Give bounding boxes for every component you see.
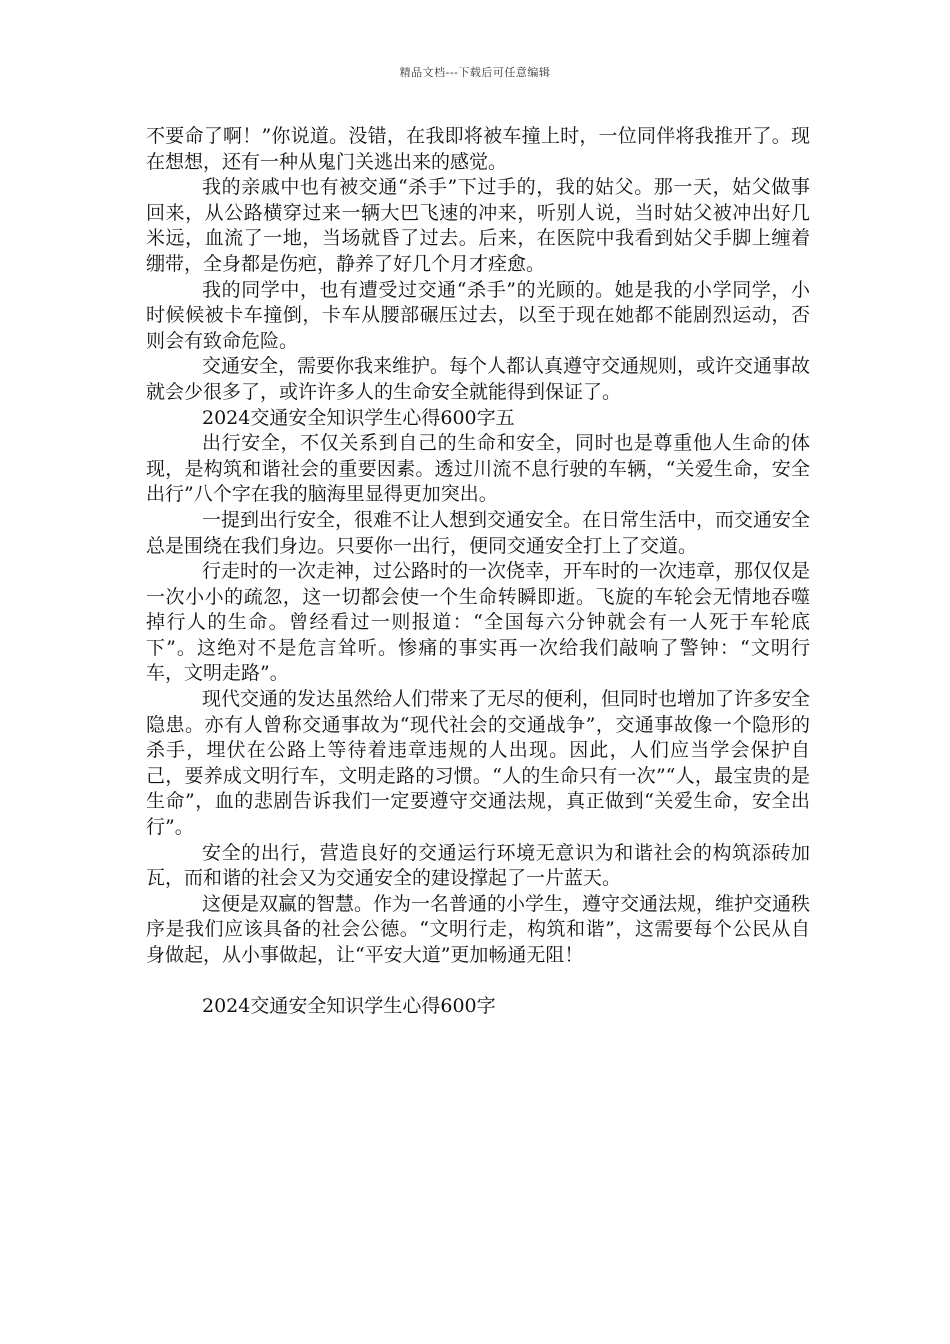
paragraph-2: 我的亲戚中也有被交通“杀手”下过手的，我的姑父。那一天，姑父做事回来，从公路横穿过来一辆大巴飞速的冲来，听别人说，当时姑父被冲出好几米远，血流了一地，当场就昏了过去。后来，在医院中我看到姑父手脚上缠着绷带，全身都是伤疤，静养了好几个月才痊愈。 — [146, 176, 810, 275]
paragraph-6: 一提到出行安全，很难不让人想到交通安全。在日常生活中，而交通安全总是围绕在我们身边。只要你一出行，便同交通安全打上了交道。 — [146, 508, 811, 557]
section-heading: 2024交通安全知识学生心得600字五 — [202, 406, 515, 429]
paragraph-1: 不要命了啊！”你说道。没错，在我即将被车撞上时，一位同伴将我推开了。现在想想，还有一种从鬼门关逃出来的感觉。 — [146, 125, 810, 173]
document-body — [146, 124, 810, 1020]
blank-line — [146, 969, 810, 995]
paragraph-5: 出行安全，不仅关系到自己的生命和安全，同时也是尊重他人生命的体现，是构筑和谐社会的重要因素。透过川流不息行驶的车辆，“关爱生命，安全出行”八个字在我的脑海里显得更加突出。 — [146, 432, 810, 506]
paragraph-10: 这便是双赢的智慧。作为一名普通的小学生，遵守交通法规，维护交通秩序是我们应该具备的社会公德。“文明行走，构筑和谐”，这需要每个公民从自身做起，从小事做起，让“平安大道”更加畅通无阻！ — [146, 892, 811, 966]
footer-title: 2024交通安全知识学生心得600字 — [202, 995, 496, 1018]
paragraph-7: 行走时的一次走神，过公路时的一次侥幸，开车时的一次违章，那仅仅是一次小小的疏忽，这一切都会使一个生命转瞬即逝。飞旋的车轮会无情地吞噬掉行人的生命。曾经看过一则报道：“全国每六分钟就会有一人死于车轮底下”。这绝对不是危言耸听。惨痛的事实再一次给我们敲响了警钟：“文明行车，文明走路”。 — [146, 560, 811, 685]
page-header: 精品文档---下载后可任意编辑 — [399, 66, 551, 79]
paragraph-9: 安全的出行，营造良好的交通运行环境无意识为和谐社会的构筑添砖加瓦，而和谐的社会又为交通安全的建设撑起了一片蓝天。 — [146, 841, 810, 890]
paragraph-8: 现代交通的发达虽然给人们带来了无尽的便利，但同时也增加了许多安全隐患。亦有人曾称交通事故为“现代社会的交通战争”，交通事故像一个隐形的杀手，埋伏在公路上等待着违章违规的人出现。因此，人们应当学会保护自己，要养成文明行车，文明走路的习惯。“人的生命只有一次”“人，最宝贵的是生命”，血的悲剧告诉我们一定要遵守交通法规，真正做到“关爱生命，安全出行”。 — [146, 688, 811, 839]
paragraph-4: 交通安全，需要你我来维护。每个人都认真遵守交通规则，或许交通事故就会少很多了，或许许多人的生命安全就能得到保证了。 — [146, 355, 811, 403]
paragraph-3: 我的同学中，也有遭受过交通“杀手”的光顾的。她是我的小学同学，小时候候被卡车撞倒，卡车从腰部碾压过去，以至于现在她都不能剧烈运动，否则会有致命危险。 — [146, 278, 810, 352]
